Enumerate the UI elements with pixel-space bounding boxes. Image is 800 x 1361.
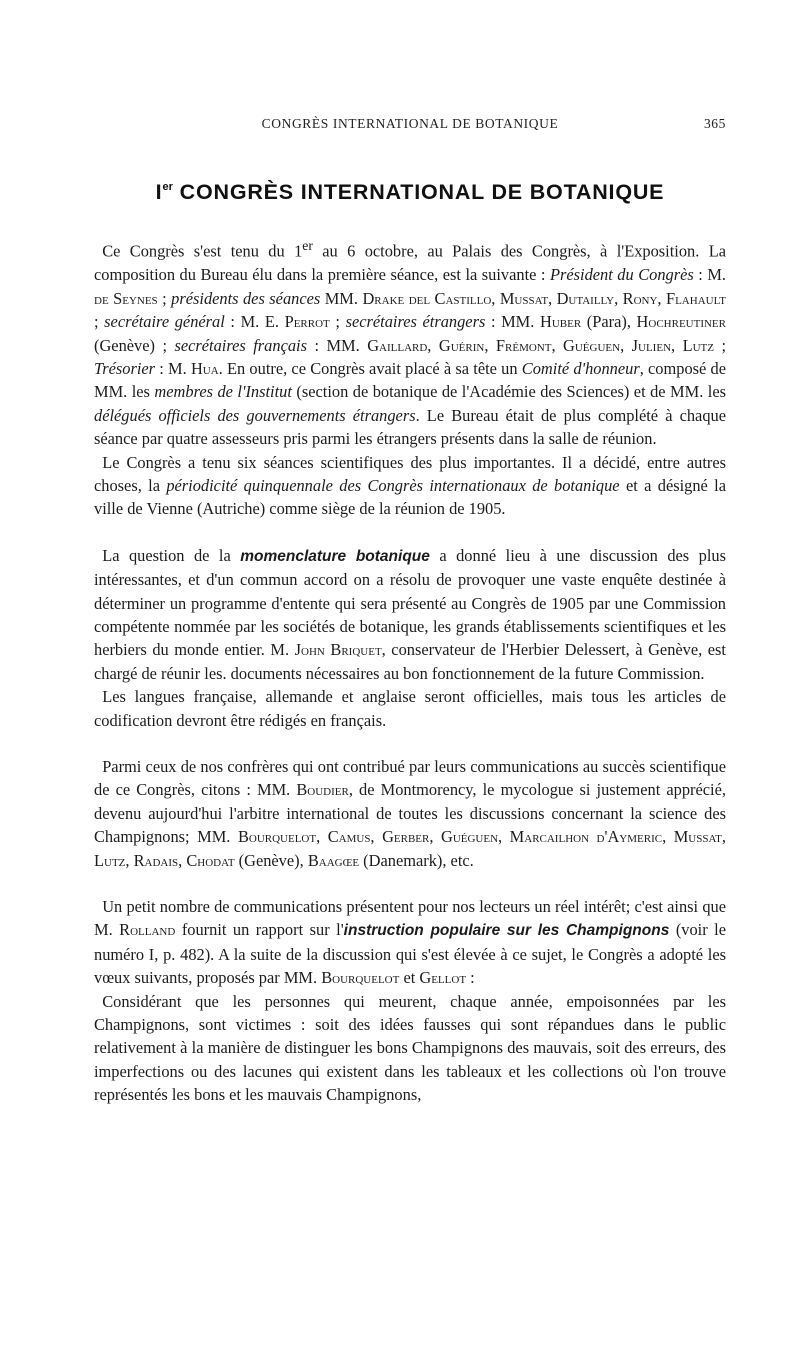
p1-italic: Président du Congrès — [549, 265, 694, 285]
p5-text: (Genève), — [234, 850, 308, 870]
p6-text: Un petit nombre de communications présentent pour nos lecteurs un réel intérêt; c'est ainsi que M. — [94, 897, 726, 940]
p2-italic: périodicité quinquennale des Congrès internationaux de botanique — [166, 475, 620, 495]
title-text: CONGRÈS INTERNATIONAL DE BOTANIQUE — [179, 180, 665, 204]
p1-text: (Genève) ; — [94, 335, 175, 355]
p1-name: Huber — [539, 312, 582, 332]
p3-text: , conservateur de l'Herbier Delessert, à Genève, est chargé de réunir les. documents nécessaires au bon fonctionnement de la future Commission. — [94, 640, 726, 683]
title-ordinal-sup: er — [162, 181, 173, 193]
p3-text: a donné lieu à une discussion des plus intéressantes, et d'un commun accord on a résolu de provoquer une vaste enquête destinée à déterminer un programme d'entente qui sera présenté au Congrès de 1905 par une Commission compétente nommée par les sociétés de botanique, les grands établissements scientifiques et les herbiers du monde entier. M. — [94, 545, 726, 660]
p1-text: ; — [94, 312, 105, 332]
p1-text: . En outre, ce Congrès avait placé à sa tête un — [218, 358, 522, 378]
paragraph-nomenclature — [94, 544, 726, 685]
p4-text: Les langues française, allemande et anglaise seront officielles, mais tous les articles de codification devront être rédigés en français. — [94, 687, 726, 730]
paragraph-communications — [94, 895, 726, 990]
p1-name: E. Perrot — [264, 312, 330, 332]
p1-name: de Seynes — [94, 288, 158, 308]
paragraph-considerant — [94, 990, 726, 1107]
p5-name: Boudier — [296, 780, 349, 800]
p6-text: (voir le numéro I, p. 482). A la suite de la discussion qui s'est élevée à ce sujet, le Congrès a adopté les vœux suivants, proposés par MM. — [94, 920, 727, 988]
p5-name: Baagœe — [307, 850, 360, 870]
p1-italic: secrétaire général — [104, 312, 225, 332]
p6-name: Gellot — [419, 968, 467, 988]
p6-text: : — [466, 968, 475, 988]
p1-italic: Comité d'honneur — [521, 358, 640, 378]
p1-text: au 6 octobre, au Palais des Congrès, à l'Exposition. La composition du Bureau élu dans la première séance, est la suivante : — [94, 241, 726, 285]
p6-bold-italic: instruction populaire sur les Champignons — [343, 922, 670, 940]
title-ordinal: I — [155, 180, 163, 204]
p1-text: ; — [157, 288, 172, 308]
p1-text: . Le Bureau était de plus complété à chaque séance par quatre assesseurs pris parmi les étrangers présents dans la salle de réunion. — [94, 405, 726, 449]
paragraph-confreres — [94, 755, 726, 872]
p1-name: Hochreutiner — [636, 312, 726, 332]
p1-text: : MM. — [306, 335, 368, 355]
section-title — [94, 176, 726, 204]
p1-name: Hua — [190, 358, 219, 378]
p3-name: John Briquet — [294, 640, 382, 660]
p1-names: Drake del Castillo, Mussat, Dutailly, Rony, Flahault — [362, 288, 727, 308]
p1-text: : M. — [224, 312, 265, 332]
paragraph-bureau — [94, 234, 726, 450]
paragraph-langues — [94, 685, 726, 732]
p7-text: Considérant que les personnes qui meurent, chaque année, empoisonnées par les Champignons, sont victimes : soit des idées fausses qui sont répandues dans le public relativement à la manière de distinguer les bons Champignons des mauvais, soit des erreurs, des imperfections ou des lacunes qui existent dans les tableaux et les collections où l'on trouve représentés les bons et les mauvais Champignons, — [94, 991, 726, 1105]
p1-italic: présidents des séances — [171, 288, 321, 308]
p1-italic: Trésorier — [94, 358, 156, 378]
page-number: 365 — [703, 116, 726, 131]
p6-name: Bourquelot — [321, 968, 400, 988]
p1-italic: secrétaires français — [174, 335, 307, 355]
p1-text: : M. — [155, 358, 191, 378]
p5-text: Parmi ceux de nos confrères qui ont contribué par leurs communications au succès scientifique de ce Congrès, citons : MM. — [94, 757, 726, 800]
p1-text: ; — [713, 335, 727, 355]
p6-text: fournit un rapport sur l' — [175, 920, 344, 940]
p3-bold-italic: momenclature botanique — [240, 547, 430, 565]
p1-italic: membres de l'Institut — [154, 382, 292, 402]
p1-text: ; — [329, 312, 346, 332]
p1-text: (section de botanique de l'Académie des Sciences) et de MM. les — [291, 382, 726, 402]
p1-text: MM. — [320, 288, 363, 308]
p5-text: (Danemark), etc. — [359, 850, 474, 870]
p1-sup: er — [302, 238, 313, 254]
p2-text: Le Congrès a tenu six séances scientifiques des plus importantes. Il a décidé, entre autres choses, la — [94, 452, 726, 495]
p5-text: , de Montmorency, le mycologue si justement apprécié, devenu aujourd'hui l'arbitre international de toutes les discussions concernant la science des Champignons; MM. — [94, 780, 726, 847]
p1-italic: secrétaires étrangers — [345, 312, 486, 332]
p1-names: Gaillard, Guérin, Frémont, Guéguen, Julien, Lutz — [367, 335, 714, 355]
p3-text: La question de la — [102, 545, 241, 565]
p6-text: et — [399, 968, 420, 988]
running-title: CONGRÈS INTERNATIONAL DE BOTANIQUE — [261, 116, 559, 131]
paragraph-seances — [94, 451, 726, 521]
p1-text: , composé de MM. les — [94, 358, 726, 402]
running-header — [94, 112, 726, 134]
p1-text: (Para), — [581, 312, 637, 332]
p2-text: et a désigné la ville de Vienne (Autriche) comme siège de la réunion de 1905. — [94, 475, 726, 519]
p1-text: : MM. — [485, 312, 540, 332]
p1-text: : M. — [693, 265, 726, 285]
p1-italic: délégués officiels des gouvernements étrangers — [94, 405, 416, 425]
p5-names: Bourquelot, Camus, Gerber, Guéguen, Marcailhon d'Aymeric, Mussat, Lutz, Radais, Chodat — [94, 827, 726, 870]
p6-name: Rolland — [119, 920, 176, 940]
p1-text: Ce Congrès s'est tenu du 1 — [102, 241, 303, 261]
